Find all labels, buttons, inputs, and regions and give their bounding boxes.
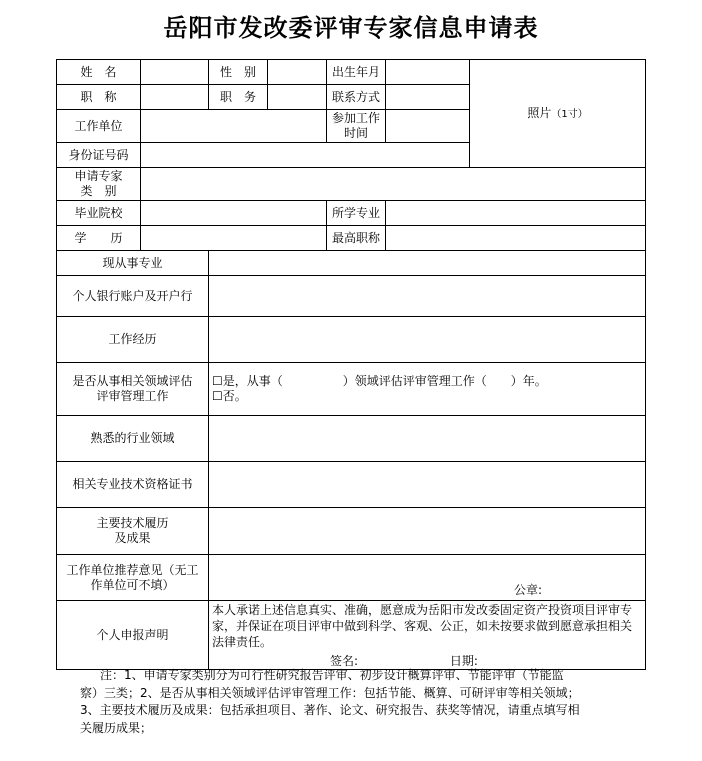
value-current-profession[interactable] xyxy=(209,251,646,276)
value-resume[interactable] xyxy=(209,508,646,555)
value-industry[interactable] xyxy=(209,416,646,462)
review-exp-yes-option[interactable]: ☐是，从事（ ）领域评估评审管理工作（ ）年。 xyxy=(212,374,547,388)
value-title-rank[interactable] xyxy=(141,85,209,110)
value-major[interactable] xyxy=(386,201,646,226)
value-school[interactable] xyxy=(141,201,327,226)
value-certificate[interactable] xyxy=(209,462,646,508)
label-major: 所学专业 xyxy=(327,201,386,226)
value-contact[interactable] xyxy=(386,85,470,110)
footnote: 注：1、申请专家类别分为可行性研究报告评审、初步设计概算评审、节能评审（节能监察）三类；2、是否从事相关领域评估评审管理工作：包括节能、概算、可研评审等相关领域；3、主要技术履历及成果：包括承担项目、著作、论文、研究报告、获奖等情况，请重点填写相关履历成果； xyxy=(80,668,580,735)
value-gender[interactable] xyxy=(268,60,327,85)
value-birth[interactable] xyxy=(386,60,470,85)
label-contact: 联系方式 xyxy=(327,85,386,110)
value-review-experience[interactable] xyxy=(209,363,646,416)
label-id-number: 身份证号码 xyxy=(57,143,141,168)
application-form-table xyxy=(56,59,646,670)
label-birth: 出生年月 xyxy=(327,60,386,85)
value-work-history[interactable] xyxy=(209,317,646,363)
label-expert-type: 申请专家 类 别 xyxy=(57,168,141,201)
label-position: 职 务 xyxy=(209,85,268,110)
label-employer: 工作单位 xyxy=(57,110,141,143)
value-declaration xyxy=(209,601,646,670)
declaration-text: 本人承诺上述信息真实、准确，愿意成为岳阳市发改委固定资产投资项目评审专家，并保证在项目评审中做到科学、客观、公正，如未按要求做到愿意承担相关法律责任。 xyxy=(212,603,633,649)
value-education[interactable] xyxy=(141,226,327,251)
photo-box[interactable] xyxy=(470,60,646,168)
value-expert-type[interactable] xyxy=(141,168,646,201)
label-work-history: 工作经历 xyxy=(57,317,209,363)
label-current-profession: 现从事专业 xyxy=(57,251,209,276)
value-name[interactable] xyxy=(141,60,209,85)
label-declaration: 个人申报声明 xyxy=(57,601,209,670)
value-recommendation[interactable] xyxy=(209,555,646,601)
review-exp-no-option[interactable]: ☐否。 xyxy=(212,389,247,403)
label-industry: 熟悉的行业领域 xyxy=(57,416,209,462)
label-name: 姓 名 xyxy=(57,60,141,85)
label-school: 毕业院校 xyxy=(57,201,141,226)
label-gender: 性 别 xyxy=(209,60,268,85)
label-education: 学 历 xyxy=(57,226,141,251)
value-position[interactable] xyxy=(268,85,327,110)
value-employer[interactable] xyxy=(141,110,327,143)
label-recommendation: 工作单位推荐意见（无工 作单位可不填） xyxy=(57,555,209,601)
value-id-number[interactable] xyxy=(141,143,470,168)
value-bank-account[interactable] xyxy=(209,276,646,317)
sign-label: 签名: xyxy=(330,654,359,668)
label-highest-title: 最高职称 xyxy=(327,226,386,251)
form-title: 岳阳市发改委评审专家信息申请表 xyxy=(163,13,539,42)
label-review-experience: 是否从事相关领域评估 评审管理工作 xyxy=(57,363,209,416)
value-highest-title[interactable] xyxy=(386,226,646,251)
label-work-start: 参加工作 时间 xyxy=(327,110,386,143)
label-title-rank: 职 称 xyxy=(57,85,141,110)
photo-label: 照片 xyxy=(527,105,552,120)
date-label: 日期: xyxy=(449,654,478,668)
value-work-start[interactable] xyxy=(386,110,470,143)
photo-size: （1寸） xyxy=(551,108,588,120)
label-resume: 主要技术履历 及成果 xyxy=(57,508,209,555)
label-bank-account: 个人银行账户及开户行 xyxy=(57,276,209,317)
seal-label: 公章: xyxy=(513,582,543,597)
label-certificate: 相关专业技术资格证书 xyxy=(57,462,209,508)
